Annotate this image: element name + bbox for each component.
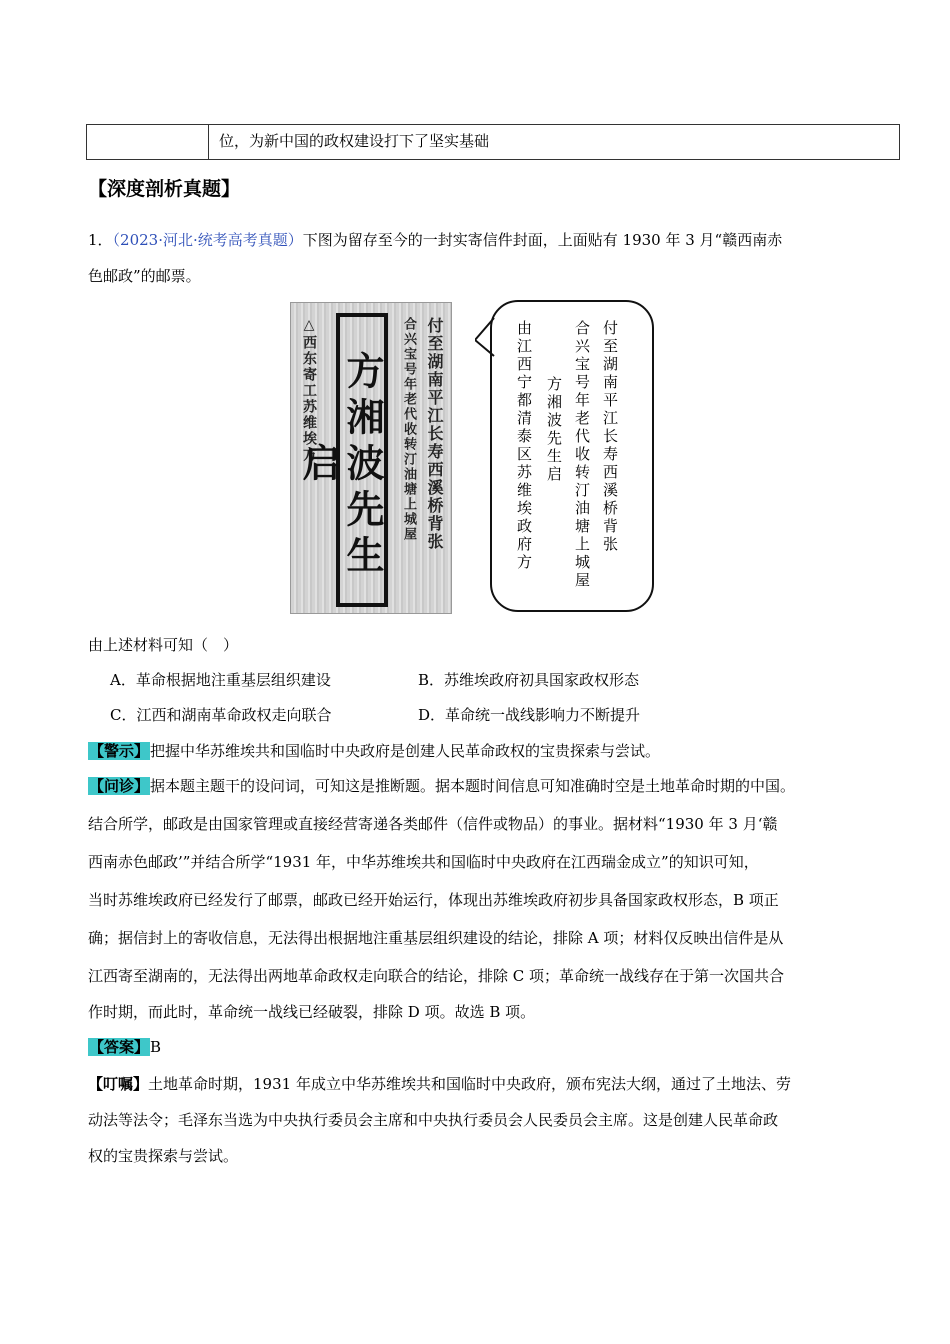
reminder-line-3: 权的宝贵探索与尝试。 — [88, 1147, 239, 1165]
option-c: C．江西和湖南革命政权走向联合 — [110, 706, 332, 724]
bubble-col-4: 由江西宁都清泰区苏维埃政府方 — [515, 320, 533, 572]
photo-mid-col: 合兴宝号年老代收转汀油塘上城屋 — [401, 317, 416, 542]
diagnosis-line-4: 当时苏维埃政府已经发行了邮票，邮政已经开始运行，体现出苏维埃政府初步具备国家政权形态，B 项正 — [88, 891, 779, 909]
diagnosis-line-6: 江西寄至湖南的，无法得出两地革命政权走向联合的结论，排除 C 项；革命统一战线存在于第一次国共合 — [88, 967, 785, 985]
answer-line — [88, 1036, 161, 1057]
diagnosis-line-2: 结合所学，邮政是由国家管理或直接经营寄递各类邮件（信件或物品）的事业。据材料“1930 年 3 月‘赣 — [88, 815, 778, 833]
section-title: 【深度剖析真题】 — [88, 178, 241, 200]
photo-left-col: △西东寄工苏维埃方 — [301, 317, 317, 463]
diagnosis-line-3: 西南赤色邮政’”并结合所学“1931 年，中华苏维埃共和国临时中央政府在江西瑞金成立”的知识可知， — [88, 853, 759, 871]
question-number: 1． — [88, 231, 113, 249]
answer-value: B — [150, 1038, 162, 1056]
envelope-photo — [290, 302, 452, 614]
table-cell-empty — [87, 125, 209, 159]
option-a: A．革命根据地注重基层组织建设 — [110, 671, 331, 689]
question-line-1 — [88, 229, 782, 250]
option-d: D．革命统一战线影响力不断提升 — [418, 706, 641, 724]
photo-addressee-box: 方湘波先生启 — [336, 313, 388, 607]
bubble-col-2: 合兴宝号年老代收转汀油塘上城屋 — [573, 320, 591, 590]
speech-bubble — [490, 300, 654, 612]
reminder-text-1: 土地革命时期，1931 年成立中华苏维埃共和国临时中央政府，颁布宪法大纲，通过了土地法、劳 — [148, 1075, 791, 1093]
photo-right-col: 付至湖南平江长寿西溪桥背张 — [425, 317, 444, 551]
diagnosis-line-1 — [88, 775, 795, 796]
reminder-tag: 【叮嘱】 — [88, 1075, 149, 1093]
hint-text: 把握中华苏维埃共和国临时中央政府是创建人民革命政权的宝贵探索与尝试。 — [150, 742, 661, 760]
question-stem-1: 下图为留存至今的一封实寄信件封面，上面贴有 1930 年 3 月“赣西南赤 — [302, 231, 783, 249]
diagnosis-text-1: 据本题主题干的设问词，可知这是推断题。据本题时间信息可知准确时空是土地革命时期的中国。 — [150, 777, 796, 795]
diagnosis-line-5: 确；据信封上的寄收信息，无法得出根据地注重基层组织建设的结论，排除 A 项；材料仅反映出信件是从 — [88, 929, 784, 947]
table-cell-text: 位，为新中国的政权建设打下了坚实基础 — [219, 132, 490, 150]
reminder-line-2: 动法等法令；毛泽东当选为中央执行委员会主席和中央执行委员会人民委员会主席。这是创建人民革命政 — [88, 1111, 779, 1129]
bubble-col-1: 付至湖南平江长寿西溪桥背张 — [601, 320, 619, 554]
option-b: B．苏维埃政府初具国家政权形态 — [418, 671, 640, 689]
bubble-col-3: 方湘波先生启 — [545, 376, 563, 484]
diagnosis-tag: 【问诊】 — [89, 777, 150, 795]
hint-tag: 【警示】 — [89, 742, 150, 760]
question-source: （2023·河北·统考高考真题） — [112, 231, 303, 249]
table-row — [86, 124, 900, 160]
hint-line — [88, 740, 660, 761]
reminder-line-1 — [88, 1073, 791, 1094]
question-prompt: 由上述材料可知（ ） — [88, 636, 239, 654]
envelope-figure — [290, 298, 660, 618]
diagnosis-line-7: 作时期，而此时，革命统一战线已经破裂，排除 D 项。故选 B 项。 — [88, 1003, 536, 1021]
question-stem-2: 色邮政”的邮票。 — [88, 267, 201, 285]
answer-tag: 【答案】 — [89, 1038, 150, 1056]
